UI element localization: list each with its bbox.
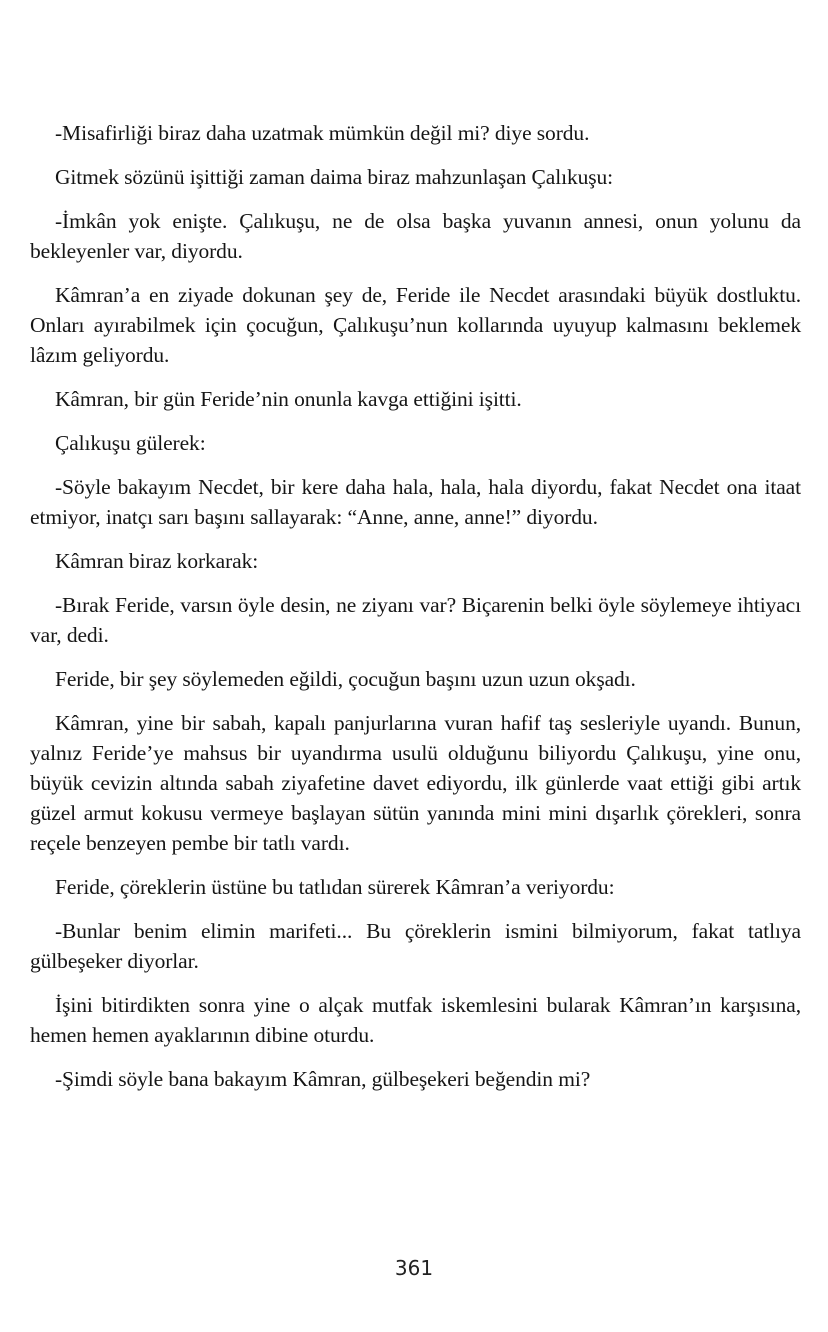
paragraph: Çalıkuşu gülerek:	[55, 431, 206, 455]
paragraph: -İmkân yok enişte. Çalıkuşu, ne de olsa başka yuvanın annesi, onun yolunu da bekleyenler var, diyordu.	[30, 209, 801, 263]
paragraph: -Misafirliği biraz daha uzatmak mümkün değil mi? diye sordu.	[55, 121, 590, 145]
paragraph: Kâmran, bir gün Feride’nin onunla kavga ettiğini işitti.	[55, 387, 522, 411]
page-body	[30, 118, 801, 1108]
paragraph: -Bunlar benim elimin marifeti... Bu çöreklerin ismini bilmiyorum, fakat tatlıya gülbeşeker diyorlar.	[30, 919, 801, 973]
paragraph: Kâmran’a en ziyade dokunan şey de, Feride ile Necdet arasındaki büyük dostluktu. Onları ayırabilmek için çocuğun, Çalıkuşu’nun kollarında uyuyup kalmasını beklemek lâzım geliyordu.	[30, 283, 801, 367]
paragraph: Kâmran biraz korkarak:	[55, 549, 259, 573]
paragraph: -Bırak Feride, varsın öyle desin, ne ziyanı var? Biçarenin belki öyle söylemeye ihtiyacı var, dedi.	[30, 593, 801, 647]
paragraph: Gitmek sözünü işittiği zaman daima biraz mahzunlaşan Çalıkuşu:	[55, 165, 614, 189]
paragraph: Kâmran, yine bir sabah, kapalı panjurlarına vuran hafif taş sesleriyle uyandı. Bunun, yalnız Feride’ye mahsus bir uyandırma usulü olduğunu biliyordu Çalıkuşu, yine onu, büyük cevizin altında sabah ziyafetine davet ediyordu, ilk günlerde vaat ettiği gibi artık güzel armut kokusu vermeye başlayan sütün yanında mini mini dışarlık çörekleri, sonra reçele benzeyen pembe bir tatlı vardı.	[30, 711, 801, 855]
paragraph: -Söyle bakayım Necdet, bir kere daha hala, hala, hala diyordu, fakat Necdet ona itaat etmiyor, inatçı sarı başını sallayarak: “Anne, anne, anne!” diyordu.	[30, 475, 801, 529]
paragraph: İşini bitirdikten sonra yine o alçak mutfak iskemlesini bularak Kâmran’ın karşısına, hemen hemen ayaklarının dibine oturdu.	[30, 993, 801, 1047]
page-number: 361	[394, 1256, 434, 1280]
paragraph: Feride, çöreklerin üstüne bu tatlıdan sürerek Kâmran’a veriyordu:	[55, 875, 615, 899]
paragraph: Feride, bir şey söylemeden eğildi, çocuğun başını uzun uzun okşadı.	[55, 667, 636, 691]
paragraph: -Şimdi söyle bana bakayım Kâmran, gülbeşekeri beğendin mi?	[55, 1067, 591, 1091]
